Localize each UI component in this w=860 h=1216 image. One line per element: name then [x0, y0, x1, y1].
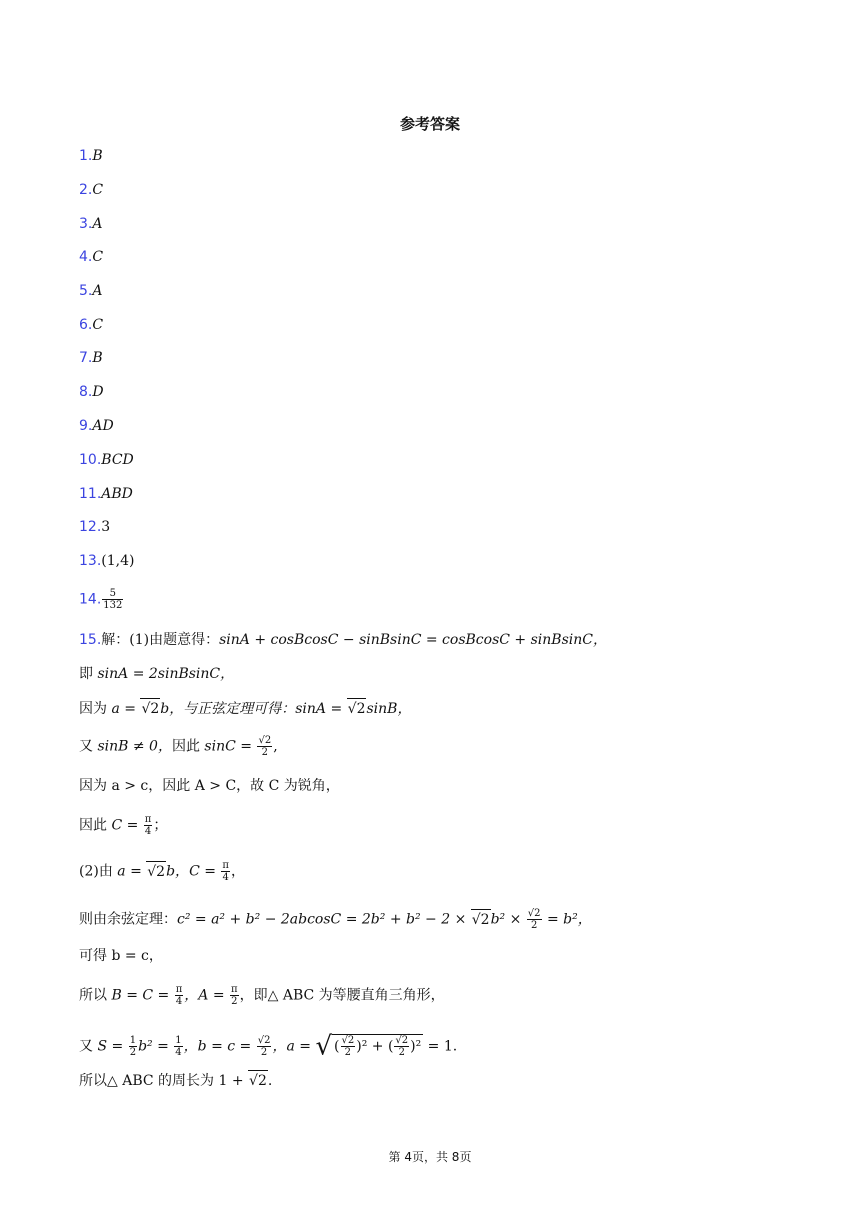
solution-line-8: 则由余弦定理：c² = a² + b² − 2abcosC = 2b² + b² − 2 × √2b² × $\frac{√2}{2}$ = b²， — [79, 908, 592, 931]
answer-item: 13.(1,4) — [79, 553, 135, 569]
answer-item: 5.A — [79, 283, 103, 299]
solution-line-11: 又 S = $\frac{1}{2}$ b² = $\frac{1}{4}$ ，b = c = $\frac{√2}{2}$ ，a = √ ( $\frac{√2}{2}$ )² + ( $\frac{√2}{2}$ )² = 1. — [79, 1031, 458, 1062]
solution-line-10: 所以 B = C = $\frac{\pi}{4}$ ，A = $\frac{\pi}{2}$ ，即△ ABC 为等腰直角三角形， — [79, 984, 445, 1007]
solution-line-1: 15.解：(1)由题意得：sinA + cosBcosC − sinBsinC = cosBcosC + sinBsinC， — [79, 632, 607, 648]
solution-line-9: 可得 b = c， — [79, 948, 163, 964]
answer-item: 1.B — [79, 148, 103, 164]
answer-item: 10.BCD — [79, 452, 134, 468]
answer-item: 14. $\frac{5}{132}$ — [79, 588, 123, 611]
solution-line-4: 又 sinB ≠ 0，因此 sinC = $\frac{√2}{2}$ , — [79, 735, 278, 758]
answer-item: 11.ABD — [79, 486, 133, 502]
solution-line-5: 因为 a > c，因此 A > C，故 C 为锐角， — [79, 778, 340, 794]
answer-item: 6.C — [79, 317, 104, 333]
answer-item: 3.A — [79, 216, 103, 232]
solution-line-7: (2)由 a = √2b，C = $\frac{\pi}{4}$ ， — [79, 860, 245, 883]
solution-line-3: 因为 a = √2b，与正弦定理可得：sinA = √2sinB， — [79, 698, 411, 719]
page-title: 参考答案 — [399, 115, 460, 133]
solution-line-12: 所以△ ABC 的周长为 1 + √2. — [79, 1070, 272, 1091]
fraction: $\frac{5}{132}$ — [103, 588, 123, 611]
answer-item: 12.3 — [79, 519, 111, 535]
answer-item: 4.C — [79, 249, 104, 265]
solution-line-2: 即 sinA = 2sinBsinC， — [79, 666, 235, 682]
answer-item: 7.B — [79, 350, 103, 366]
solution-line-6: 因此 C = $\frac{\pi}{4}$ ； — [79, 814, 168, 837]
answer-item: 2.C — [79, 182, 104, 198]
answer-item: 9.AD — [79, 418, 114, 434]
page-footer: 第 4页，共 8页 — [388, 1150, 472, 1164]
answer-item: 8.D — [79, 384, 104, 400]
